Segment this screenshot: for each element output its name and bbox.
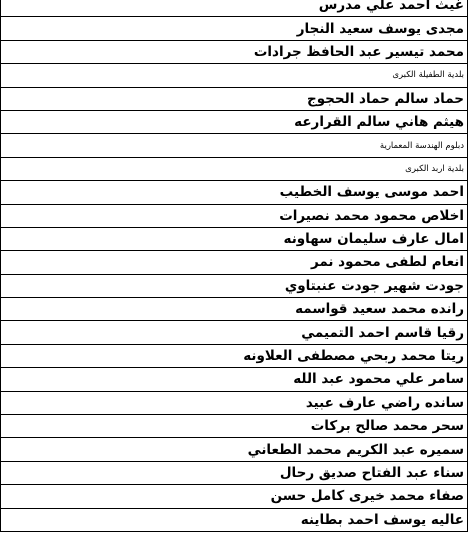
table-row: رقيا قاسم احمد التميمي bbox=[0, 321, 468, 344]
table-row: سميره عبد الكريم محمد الطعاني bbox=[0, 438, 468, 461]
table-row: دبلوم الهندسة المعمارية bbox=[0, 134, 468, 157]
table-row: محمد تيسير عبد الحافظ جرادات bbox=[0, 41, 468, 64]
table-row: سانده راضي عارف عبيد bbox=[0, 392, 468, 415]
table-row: صفاء محمد خيرى كامل حسن bbox=[0, 485, 468, 508]
table-row: ريتا محمد ربحي مصطفى العلاونه bbox=[0, 345, 468, 368]
table-row: بلدية الطفيلة الكبرى bbox=[0, 64, 468, 87]
table-row: جودت شهير جودت عنبتاوي bbox=[0, 275, 468, 298]
table-row: سامر علي محمود عبد الله bbox=[0, 368, 468, 391]
table-row: سحر محمد صالح بركات bbox=[0, 415, 468, 438]
table-row: عاليه يوسف احمد بطاينه bbox=[0, 509, 468, 532]
table-row: مجدى يوسف سعيد النجار bbox=[0, 17, 468, 40]
table-row: بلدية اربد الكبرى bbox=[0, 158, 468, 181]
table-row: هيثم هاني سالم القرارعه bbox=[0, 111, 468, 134]
table-row: حماد سالم حماد الحجوج bbox=[0, 88, 468, 111]
table-row: احمد موسى يوسف الخطيب bbox=[0, 181, 468, 204]
table-row: سناء عبد الفتاح صديق رحال bbox=[0, 462, 468, 485]
table-row: انعام لطفى محمود نمر bbox=[0, 251, 468, 274]
table-row: اخلاص محمود محمد نصيرات bbox=[0, 205, 468, 228]
table-row: غيث احمد علي مدرس bbox=[0, 0, 468, 17]
table-row: امال عارف سليمان سهاونه bbox=[0, 228, 468, 251]
table-row: رانده محمد سعيد قواسمه bbox=[0, 298, 468, 321]
